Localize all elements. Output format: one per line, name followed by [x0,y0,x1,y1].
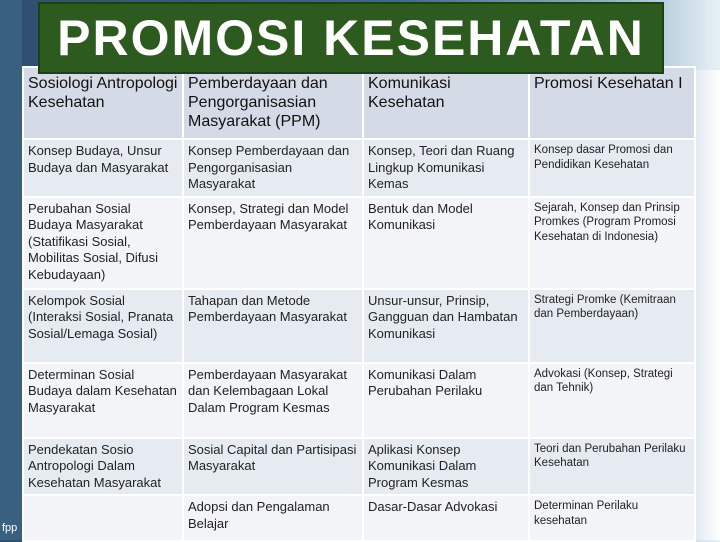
table-cell: Determinan Sosial Budaya dalam Kesehatan Masyarakat [23,363,183,438]
table-cell: Aplikasi Konsep Komunikasi Dalam Program Kesmas [363,438,529,496]
title-banner [38,2,664,74]
slide-title: PROMOSI KESEHATAN [57,10,645,66]
table-header-row [23,67,695,139]
table-cell: Teori dan Perubahan Perilaku Kesehatan [529,438,695,496]
table-row [23,197,695,289]
left-accent-strip [0,0,22,540]
table-cell: Konsep Pemberdayaan dan Pengorganisasian Masyarakat [183,139,363,197]
table-cell: Pendekatan Sosio Antropologi Dalam Kesehatan Masyarakat [23,438,183,496]
table-cell: Pemberdayaan Masyarakat dan Kelembagaan Lokal Dalam Program Kesmas [183,363,363,438]
table-row [23,139,695,197]
table-cell: Komunikasi Dalam Perubahan Perilaku [363,363,529,438]
table-cell: Konsep Budaya, Unsur Budaya dan Masyarakat [23,139,183,197]
header-cell: Promosi Kesehatan I [529,67,695,139]
table-row [23,289,695,363]
table-cell: Strategi Promke (Kemitraan dan Pemberdayaan) [529,289,695,363]
table-cell: Konsep, Strategi dan Model Pemberdayaan Masyarakat [183,197,363,289]
curriculum-table [22,66,696,542]
header-cell: Sosiologi Antropologi Kesehatan [23,67,183,139]
table-cell: Advokasi (Konsep, Strategi dan Tehnik) [529,363,695,438]
table-cell: Konsep, Teori dan Ruang Lingkup Komunikasi Kemas [363,139,529,197]
table-cell [23,495,183,541]
header-cell: Komunikasi Kesehatan [363,67,529,139]
table-cell: Perubahan Sosial Budaya Masyarakat (Statifikasi Sosial, Mobilitas Sosial, Difusi Kebudayaan) [23,197,183,289]
table-cell: Bentuk dan Model Komunikasi [363,197,529,289]
table-row [23,363,695,438]
header-cell: Pemberdayaan dan Pengorganisasian Masyarakat (PPM) [183,67,363,139]
table-cell: Unsur-unsur, Prinsip, Gangguan dan Hambatan Komunikasi [363,289,529,363]
table-row [23,495,695,541]
table-cell: Dasar-Dasar Advokasi [363,495,529,541]
footer-text: fpp [2,522,18,534]
right-edge-panel [694,70,720,540]
table-row [23,438,695,496]
table-cell: Tahapan dan Metode Pemberdayaan Masyarakat [183,289,363,363]
table-cell: Sosial Capital dan Partisipasi Masyarakat [183,438,363,496]
table-cell: Sejarah, Konsep dan Prinsip Promkes (Program Promosi Kesehatan di Indonesia) [529,197,695,289]
table-cell: Konsep dasar Promosi dan Pendidikan Kesehatan [529,139,695,197]
table-cell: Determinan Perilaku kesehatan [529,495,695,541]
table-cell: Adopsi dan Pengalaman Belajar [183,495,363,541]
table-cell: Kelompok Sosial (Interaksi Sosial, Pranata Sosial/Lemaga Sosial) [23,289,183,363]
